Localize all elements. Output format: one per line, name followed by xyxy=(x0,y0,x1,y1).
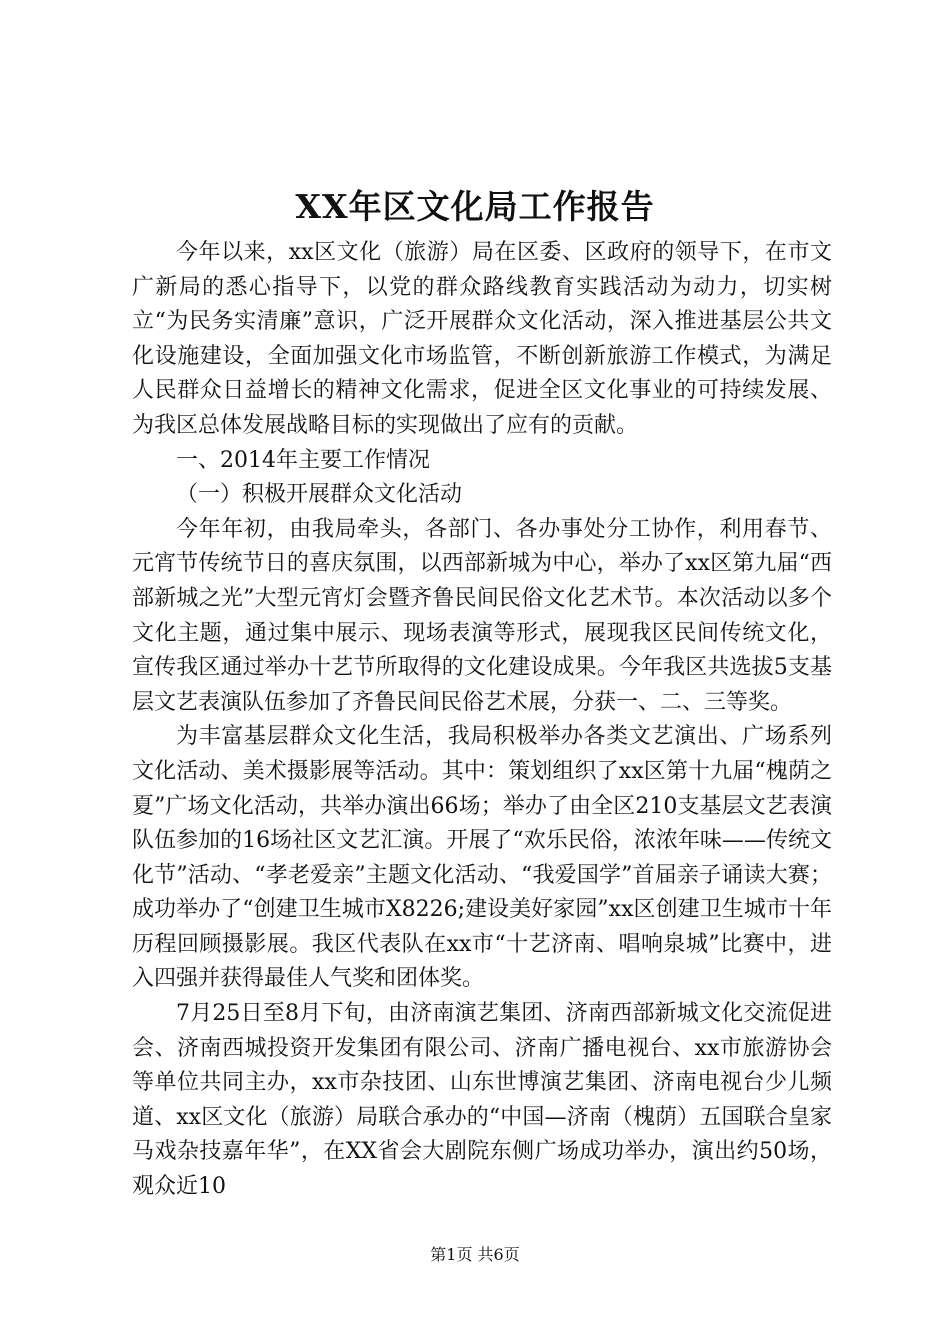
paragraph-circus-carnival: 7月25日至8月下旬，由济南演艺集团、济南西部新城文化交流促进会、济南西城投资开发集团有限公司、济南广播电视台、xx市旅游协会等单位共同主办，xx市杂技团、山东世博演艺集团、济南电视台少儿频道、xx区文化（旅游）局联合承办的“中国—济南（槐荫）五国联合皇家马戏杂技嘉年华”，在XX省会大剧院东侧广场成功举办，演出约50场，观众近10 xyxy=(132,1001,832,1200)
page-title: XX年区文化局工作报告 xyxy=(295,187,655,226)
document-body xyxy=(132,236,832,1205)
paragraph-cultural-activities: 为丰富基层群众文化生活，我局积极举办各类文艺演出、广场系列文化活动、美术摄影展等活动。其中：策划组织了xx区第十九届“槐荫之夏”广场文化活动，共举办演出66场；举办了由全区210支基层文艺表演队伍参加的16场社区文艺汇演。开展了“欢乐民俗，浓浓年味——传统文化节”活动、“孝老爱亲”主题文化活动、“我爱国学”首届亲子诵读大赛；成功举办了“创建卫生城市X8226;建设美好家园”xx区创建卫生城市十年历程回顾摄影展。我区代表队在xx市“十艺济南、唱响泉城”比赛中，进入四强并获得最佳人气奖和团体奖。 xyxy=(132,724,832,992)
subsection-heading: （一）积极开展群众文化活动 xyxy=(176,482,463,508)
paragraph-lantern-festival: 今年年初，由我局牵头，各部门、各办事处分工协作，利用春节、元宵节传统节日的喜庆氛围，以西部新城为中心，举办了xx区第九届“西部新城之光”大型元宵灯会暨齐鲁民间民俗文化艺术节。本次活动以多个文化主题，通过集中展示、现场表演等形式，展现我区民间传统文化，宣传我区通过举办十艺节所取得的文化建设成果。今年我区共选拔5支基层文艺表演队伍参加了齐鲁民间民俗艺术展，分获一、二、三等奖。 xyxy=(132,516,832,715)
page-footer: 第1页 共6页 xyxy=(430,1245,520,1264)
section-heading: 一、2014年主要工作情况 xyxy=(176,447,430,473)
paragraph-intro: 今年以来，xx区文化（旅游）局在区委、区政府的领导下，在市文广新局的悉心指导下，以党的群众路线教育实践活动为动力，切实树立“为民务实清廉”意识，广泛开展群众文化活动，深入推进基层公共文化设施建设，全面加强文化市场监管，不断创新旅游工作模式，为满足人民群众日益增长的精神文化需求，促进全区文化事业的可持续发展、为我区总体发展战略目标的实现做出了应有的贡献。 xyxy=(132,240,832,438)
